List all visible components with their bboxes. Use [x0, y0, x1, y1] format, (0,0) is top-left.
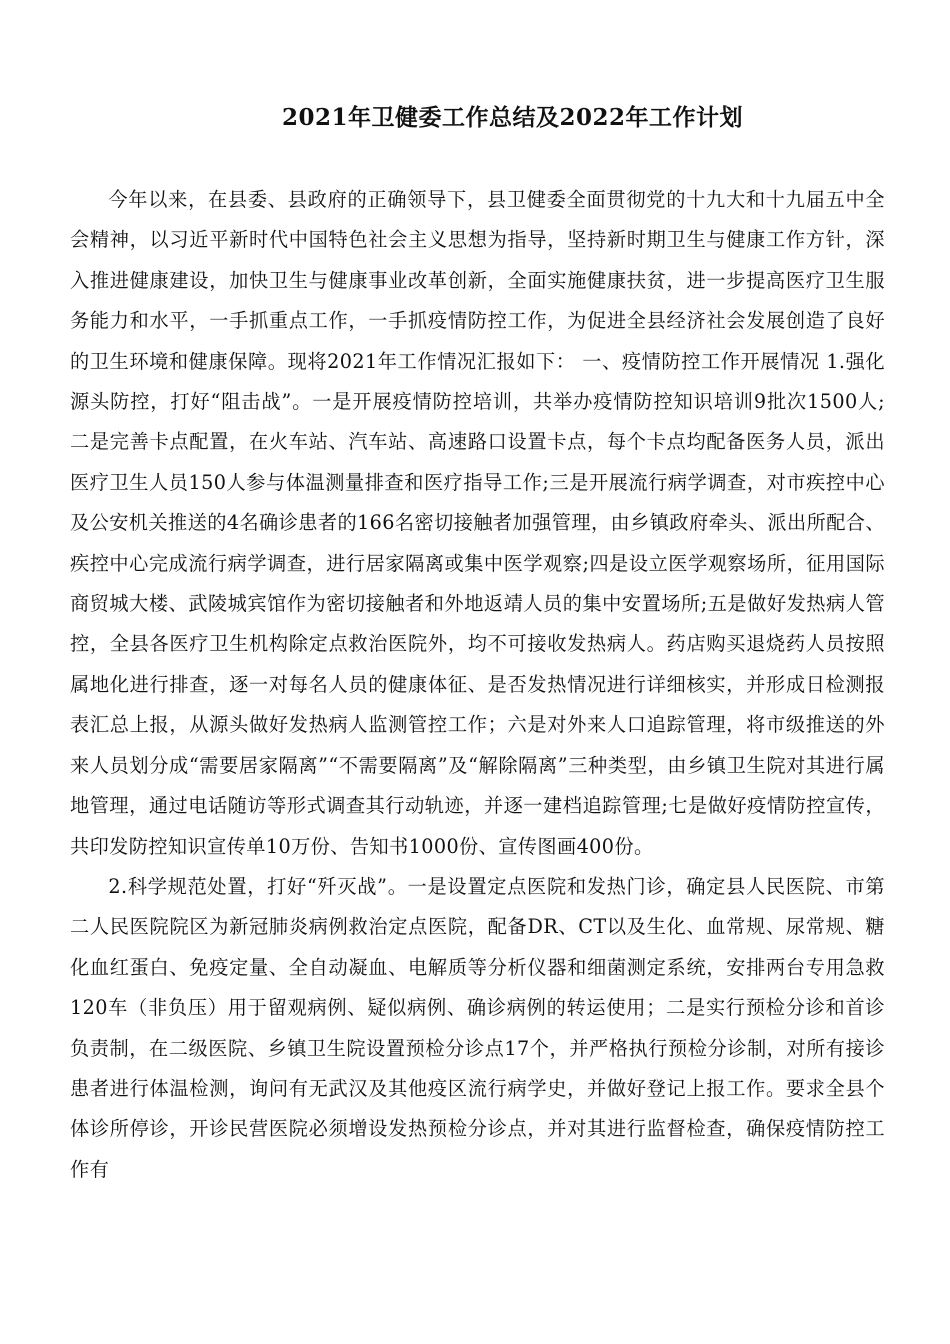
paragraph-scientific-handling: 2.科学规范处置，打好“歼灭战”。一是设置定点医院和发热门诊，确定县人民医院、市第二人民医院院区为新冠肺炎病例救治定点医院，配备DR、CT以及生化、血常规、尿常规、糖化血红蛋白、免疫定量、全自动凝血、电解质等分析仪器和细菌测定系统，安排两台专用急救120车（非负压）用于留观病例、疑似病例、确诊病例的转运使用；二是实行预检分诊和首诊负责制，在二级医院、乡镇卫生院设置预检分诊点17个，并严格执行预检分诊制，对所有接诊患者进行体温检测，询问有无武汉及其他疫区流行病学史，并做好登记上报工作。要求全县个体诊所停诊，开诊民营医院必须增设发热预检分诊点，并对其进行监督检查，确保疫情防控工作有 — [70, 874, 885, 1181]
document-body — [70, 180, 885, 1190]
paragraph-intro-epidemic-prevention: 今年以来，在县委、县政府的正确领导下，县卫健委全面贯彻党的十九大和十九届五中全会精神，以习近平新时代中国特色社会主义思想为指导，坚持新时期卫生与健康工作方针，深入推进健康建设，加快卫生与健康事业改革创新，全面实施健康扶贫，进一步提高医疗卫生服务能力和水平，一手抓重点工作，一手抓疫情防控工作，为促进全县经济社会发展创造了良好的卫生环境和健康保障。现将2021年工作情况汇报如下： 一、疫情防控工作开展情况 1.强化源头防控，打好“阻击战”。一是开展疫情防控培训，共举办疫情防控知识培训9批次1500人;二是完善卡点配置，在火车站、汽车站、高速路口设置卡点，每个卡点均配备医务人员，派出医疗卫生人员150人参与体温测量排查和医疗指导工作;三是开展流行病学调查，对市疾控中心及公安机关推送的4名确诊患者的166名密切接触者加强管理，由乡镇政府牵头、派出所配合、疾控中心完成流行病学调查，进行居家隔离或集中医学观察;四是设立医学观察场所，征用国际商贸城大楼、武陵城宾馆作为密切接触者和外地返靖人员的集中安置场所;五是做好发热病人管控，全县各医疗卫生机构除定点救治医院外，均不可接收发热病人。药店购买退烧药人员按照属地化进行排查，逐一对每名人员的健康体征、是否发热情况进行详细核实，并形成日检测报表汇总上报，从源头做好发热病人监测管控工作；六是对外来人口追踪管理，将市级推送的外来人员划分成“需要居家隔离”“不需要隔离”及“解除隔离”三种类型，由乡镇卫生院对其进行属地管理，通过电话随访等形式调查其行动轨迹，并逐一建档追踪管理;七是做好疫情防控宣传，共印发防控知识宣传单10万份、告知书1000份、宣传图画400份。 — [70, 188, 885, 858]
document-title: 2021年卫健委工作总结及2022年工作计划 — [281, 104, 744, 131]
